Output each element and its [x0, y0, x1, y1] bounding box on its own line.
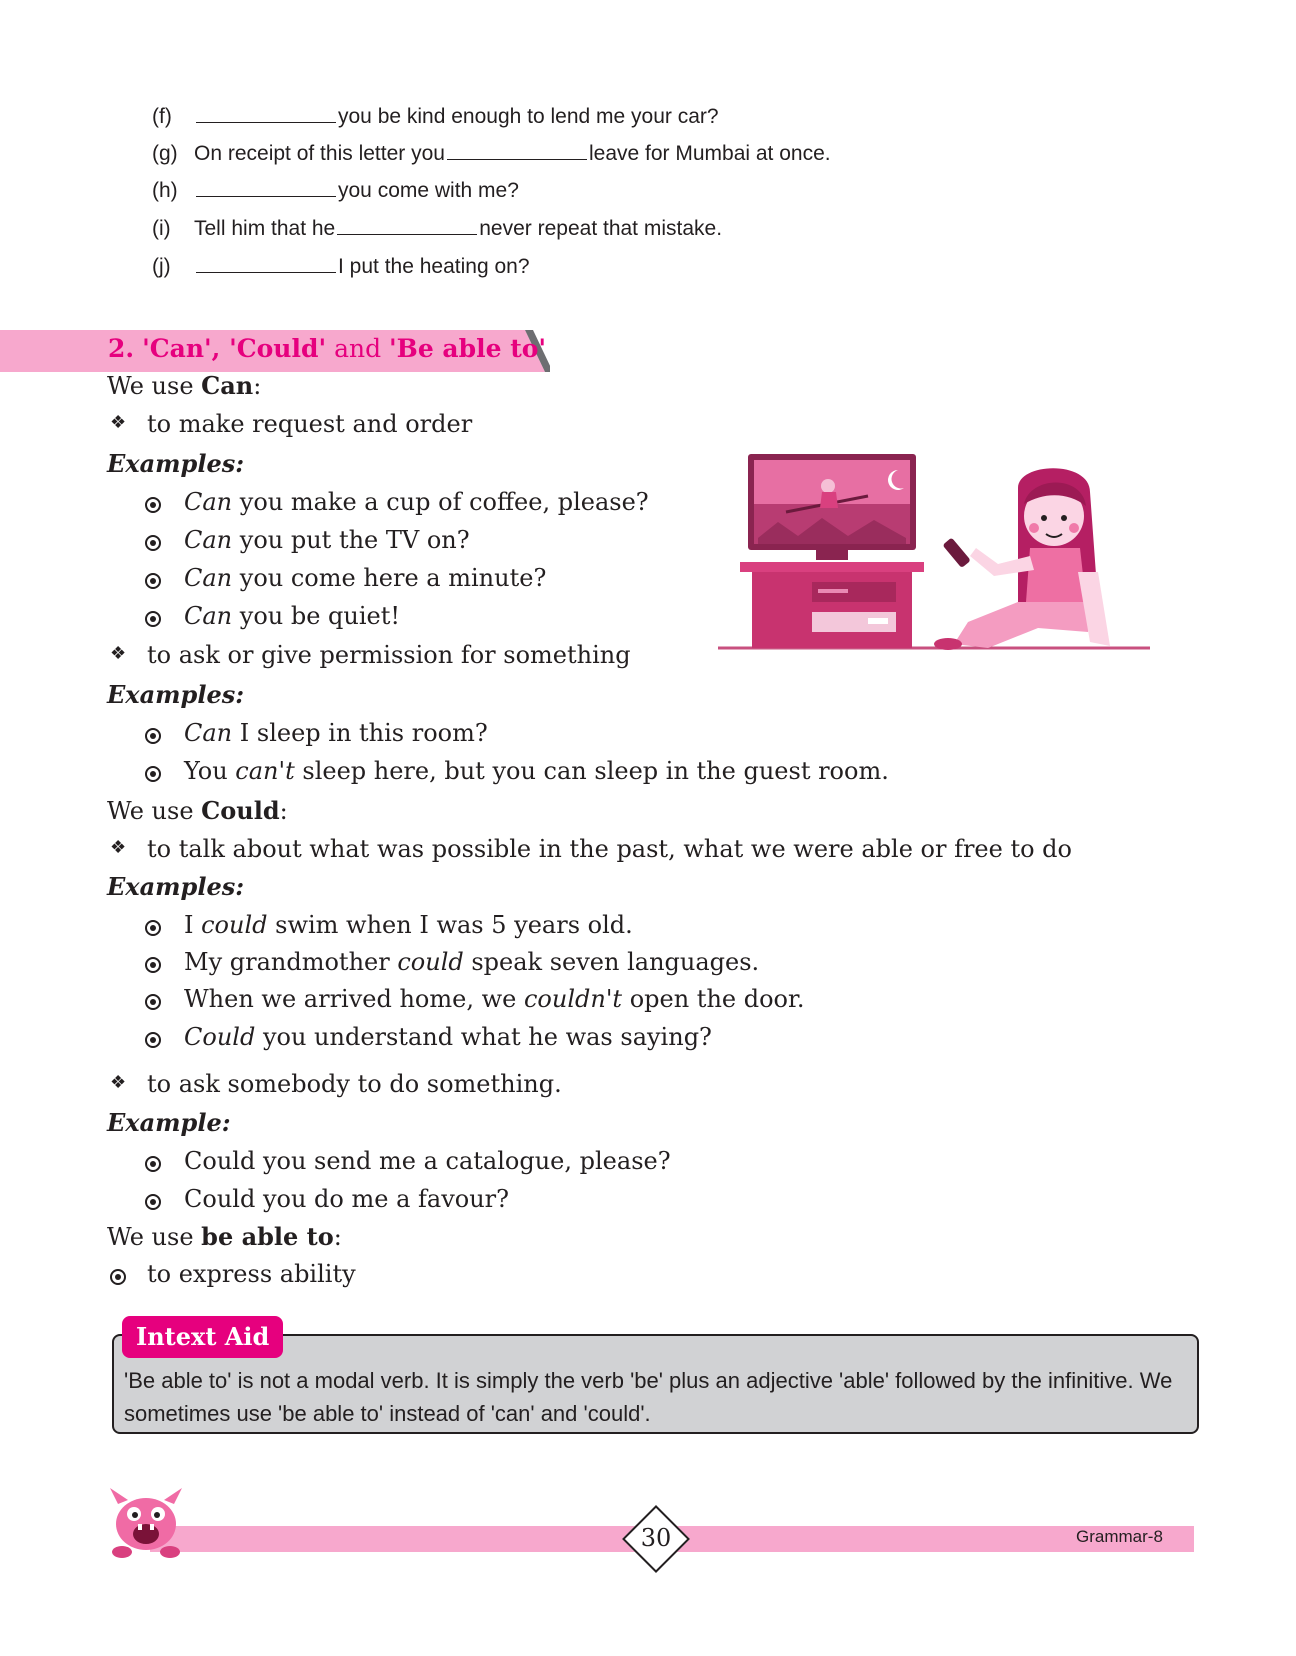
can-example: [184, 525, 470, 555]
can-example: [184, 601, 400, 631]
examples-heading: Examples:: [107, 680, 245, 709]
girl-watching-tv-illustration: [718, 452, 1158, 652]
example-pre: When we arrived home, we: [184, 985, 524, 1013]
exercise-label: (h): [152, 179, 178, 202]
blank[interactable]: [196, 104, 336, 123]
could-example: Could you do me a favour?: [184, 1185, 509, 1213]
modal-word: Can: [184, 564, 233, 592]
blank[interactable]: [196, 178, 336, 197]
exercise-label: (j): [152, 255, 171, 278]
can-use-2: to ask or give permission for something: [147, 641, 631, 669]
circle-bullet-icon: [145, 573, 161, 589]
modal-word: Can: [184, 602, 233, 630]
exercise-label: (g): [152, 142, 178, 165]
intext-aid-title: Intext Aid: [122, 1316, 283, 1358]
heading-could: 'Could': [229, 334, 327, 363]
heading-be-able-to: 'Be able to': [389, 334, 547, 363]
can-intro: [107, 371, 261, 401]
intro-prefix: We use: [107, 797, 202, 825]
modal-word: Could: [184, 1023, 256, 1051]
heading-and: and: [326, 334, 390, 363]
example-rest: sleep here, but you can sleep in the guest room.: [294, 757, 889, 785]
exercise-j: [152, 254, 530, 280]
circle-bullet-icon: [145, 1032, 161, 1048]
modal-word: can't: [235, 757, 295, 785]
circle-bullet-icon: [145, 611, 161, 627]
exercise-text-before: On receipt of this letter you: [194, 142, 445, 165]
section-heading: [108, 334, 546, 363]
exercise-g: [152, 141, 831, 167]
able-intro: [107, 1222, 342, 1252]
exercise-text: never repeat that mistake.: [479, 217, 723, 240]
could-example: [184, 1022, 712, 1052]
can-use-1: to make request and order: [147, 410, 473, 438]
examples-heading: Examples:: [107, 872, 245, 901]
exercise-text: leave for Mumbai at once.: [588, 142, 831, 165]
heading-comma: ,: [211, 334, 230, 363]
diamond-bullet-icon: ❖: [110, 412, 127, 432]
circle-bullet-icon: [145, 920, 161, 936]
book-name: Grammar-8: [1076, 1527, 1163, 1546]
example-pre: My grandmother: [184, 948, 398, 976]
exercise-f: [152, 104, 719, 130]
example-pre: I: [184, 911, 202, 939]
circle-bullet-icon: [145, 728, 161, 744]
could-example: [184, 910, 633, 940]
exercise-i: [152, 216, 722, 242]
exercise-h: [152, 178, 519, 204]
can-example: [184, 718, 488, 748]
circle-bullet-icon: [145, 957, 161, 973]
monster-mascot-icon: [104, 1484, 188, 1560]
exercise-text-before: Tell him that he: [194, 217, 336, 240]
modal-word: Can: [184, 526, 233, 554]
examples-heading: Examples:: [107, 449, 245, 478]
modal-word: Can: [184, 488, 233, 516]
example-rest: you put the TV on?: [232, 526, 470, 554]
example-heading: Example:: [107, 1108, 231, 1137]
intro-word: be able to: [201, 1222, 334, 1251]
modal-word: couldn't: [523, 985, 623, 1013]
circle-bullet-icon: [145, 1194, 161, 1210]
circle-bullet-icon: [110, 1269, 126, 1285]
blank[interactable]: [447, 141, 587, 160]
exercise-text: you be kind enough to lend me your car?: [338, 105, 719, 128]
circle-bullet-icon: [145, 766, 161, 782]
example-rest: you come here a minute?: [232, 564, 547, 592]
blank[interactable]: [337, 216, 477, 235]
heading-can: 'Can': [142, 334, 212, 363]
circle-bullet-icon: [145, 497, 161, 513]
example-rest: I sleep in this room?: [232, 719, 488, 747]
modal-word: Can: [184, 719, 233, 747]
example-rest: you understand what he was saying?: [255, 1023, 712, 1051]
page-number: 30: [640, 1524, 672, 1552]
circle-bullet-icon: [145, 994, 161, 1010]
exercise-label: (f): [152, 105, 172, 128]
diamond-bullet-icon: ❖: [110, 1072, 127, 1092]
modal-word: could: [397, 948, 464, 976]
could-example: Could you send me a catalogue, please?: [184, 1147, 671, 1175]
intro-suffix: :: [253, 372, 262, 400]
can-example: [184, 563, 546, 593]
diamond-bullet-icon: ❖: [110, 643, 127, 663]
blank[interactable]: [196, 254, 336, 273]
exercise-text: you come with me?: [338, 179, 519, 202]
circle-bullet-icon: [145, 1156, 161, 1172]
can-example: [184, 756, 889, 786]
intro-word: Could: [201, 796, 280, 825]
exercise-text: I put the heating on?: [338, 255, 530, 278]
example-pre: You: [184, 757, 236, 785]
circle-bullet-icon: [145, 535, 161, 551]
could-intro: [107, 796, 288, 826]
example-rest: you be quiet!: [232, 602, 401, 630]
intro-word: Can: [201, 371, 254, 400]
example-rest: you make a cup of coffee, please?: [232, 488, 649, 516]
example-rest: open the door.: [622, 985, 805, 1013]
can-example: [184, 487, 649, 517]
section-number: 2.: [108, 334, 135, 363]
example-rest: swim when I was 5 years old.: [267, 911, 633, 939]
intext-aid-text: 'Be able to' is not a modal verb. It is simply the verb 'be' plus an adjective 'able' followed by the infinitive. We sometimes use 'be able to' instead of 'can' and 'could'.: [124, 1368, 1173, 1426]
could-example: [184, 984, 804, 1014]
diamond-bullet-icon: ❖: [110, 837, 127, 857]
could-use-1: to talk about what was possible in the past, what we were able or free to do: [147, 835, 1072, 863]
intro-suffix: :: [279, 797, 288, 825]
could-example: [184, 947, 759, 977]
intro-suffix: :: [333, 1223, 342, 1251]
intro-prefix: We use: [107, 372, 202, 400]
able-use-1: to express ability: [147, 1260, 356, 1288]
example-rest: speak seven languages.: [463, 948, 760, 976]
exercise-label: (i): [152, 217, 171, 240]
could-use-2: to ask somebody to do something.: [147, 1070, 562, 1098]
intro-prefix: We use: [107, 1223, 202, 1251]
modal-word: could: [201, 911, 268, 939]
